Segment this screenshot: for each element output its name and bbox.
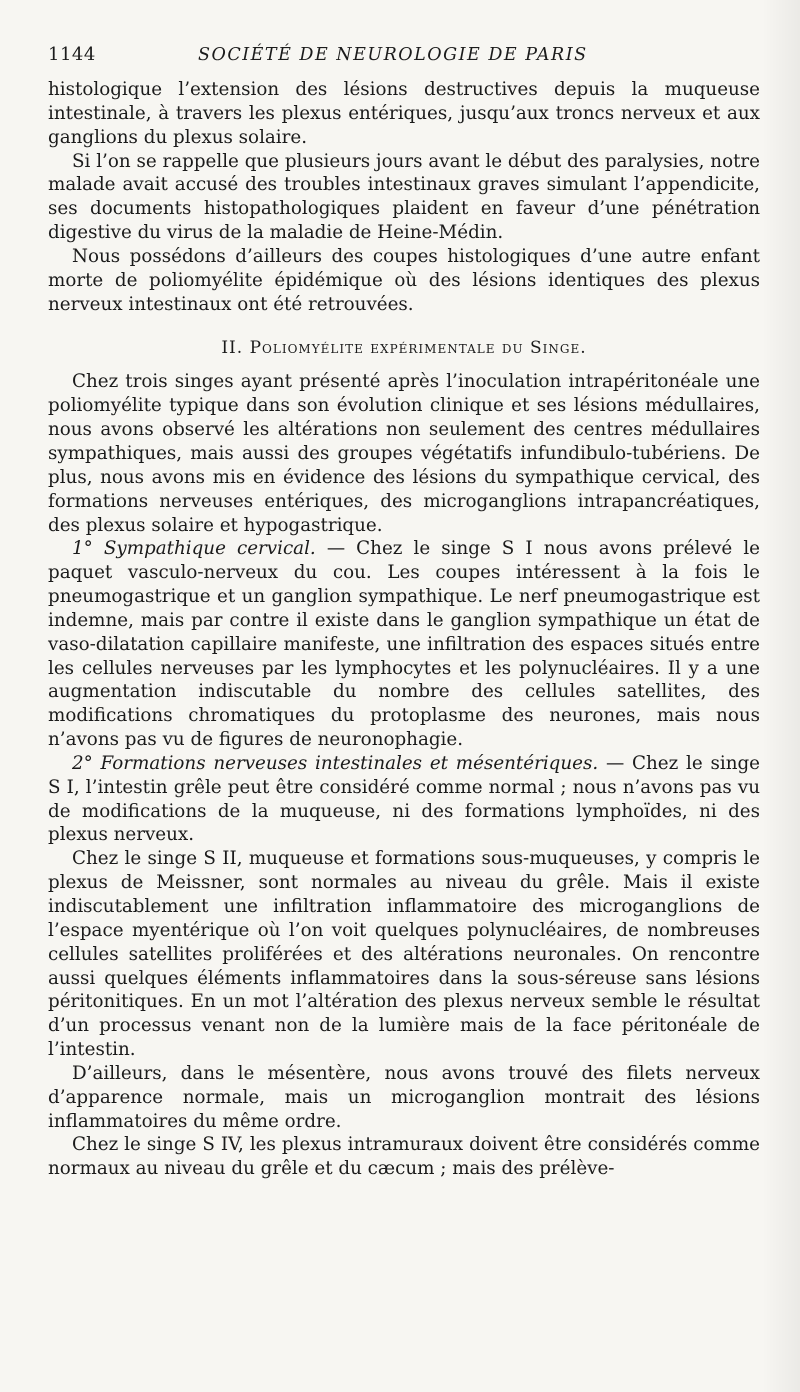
journal-title: SOCIÉTÉ DE NEUROLOGIE DE PARIS — [198, 45, 588, 65]
paragraph — [48, 847, 760, 1062]
paragraph-text: Chez le singe S II, muqueuse et formations sous-muqueuses, y compris le plexus de Meissner, sont normales au niveau du grêle. Mais il existe indiscutablement une infiltration inflammatoire des microganglions de l’espace myentérique où l’on voit quelques polynucléaires, de nombreuses cellules satellites proliférées et des altérations neuronales. On rencontre aussi quelques éléments inflammatoires dans la sous-séreuse sans lésions péritonitiques. En un mot l’altération des plexus nerveux semble le résultat d’un processus venant non de la lumière mais de la face péritonéale de l’intestin. — [48, 848, 760, 1061]
section-numeral: II. — [221, 338, 244, 359]
paragraph-text: D’ailleurs, dans le mésentère, nous avons trouvé des filets nerveux d’apparence normale, mais un microganglion montrait des lésions inflammatoires du même ordre. — [48, 1062, 760, 1132]
article-body — [48, 78, 760, 1181]
paragraph-lead: 1° Sympathique cervical. — [72, 538, 316, 560]
paragraph — [48, 1133, 760, 1181]
paragraph: Nous possédons d’ailleurs des coupes histologiques d’une autre enfant morte de poliomyélite épidémique où des lésions identiques des plexus nerveux intestinaux ont été retrouvées. — [48, 245, 760, 315]
scan-shadow — [762, 0, 800, 1392]
paragraph: histologique l’extension des lésions destructives depuis la muqueuse intestinale, à travers les plexus entériques, jusqu’aux troncs nerveux et aux ganglions du plexus solaire. — [48, 79, 760, 148]
paragraph — [48, 537, 760, 752]
paragraph-text: — Chez le singe S I nous avons prélevé le paquet vasculo-nerveux du cou. Les coupes intéressent à la fois le pneumogastrique et un ganglion sympathique. Le nerf pneumogastrique est indemne, mais par contre il existe dans le ganglion sympathique un état de vaso-dilatation capillaire manifeste, une infiltration des espaces situés entre les cellules nerveuses par les lymphocytes et les polynucléaires. Il y a une augmentation indiscutable du nombre des cellules satellites, des modifications chromatiques du protoplasme des neurones, mais nous n’avons pas vu de figures de neuronophagie. — [48, 538, 760, 751]
page — [48, 44, 760, 1181]
paragraph — [48, 370, 760, 537]
paragraph-text: Chez trois singes ayant présenté après l’inoculation intrapéritonéale une poliomyélite typique dans son évolution clinique et ses lésions médullaires, nous avons observé les altérations non seulement des centres médullaires sympathiques, mais aussi des groupes végétatifs infundibulo-tubériens. De plus, nous avons mis en évidence des lésions du sympathique cervical, des formations nerveuses entériques, des microganglions intrapancréatiques, des plexus solaire et hypogastrique. — [48, 371, 760, 536]
paragraph-text: Chez le singe S IV, les plexus intramuraux doivent être considérés comme normaux au niveau du grêle et du cæcum ; mais des prélève- — [48, 1134, 760, 1180]
section-title: Poliomyélite expérimentale du Singe. — [249, 338, 587, 359]
running-head — [48, 44, 760, 78]
paragraph — [48, 1062, 760, 1134]
paragraph-lead: 2° Formations nerveuses intestinales et mésentériques. — [72, 752, 599, 774]
paragraph-text: — Chez le singe S I, l’intestin grêle peut être considéré comme normal ; nous n’avons pas vu de modifications de la muqueuse, ni des formations lymphoïdes, ni des plexus nerveux. — [48, 752, 760, 846]
page-number: 1144 — [48, 44, 96, 65]
paragraph — [48, 752, 760, 847]
paragraph: Si l’on se rappelle que plusieurs jours avant le début des paralysies, notre malade avait accusé des troubles intestinaux graves simulant l’appendicite, ses documents histopathologiques plaident en faveur d’une pénétration digestive du virus de la maladie de Heine-Médin. — [48, 150, 760, 244]
section-heading — [48, 336, 760, 360]
